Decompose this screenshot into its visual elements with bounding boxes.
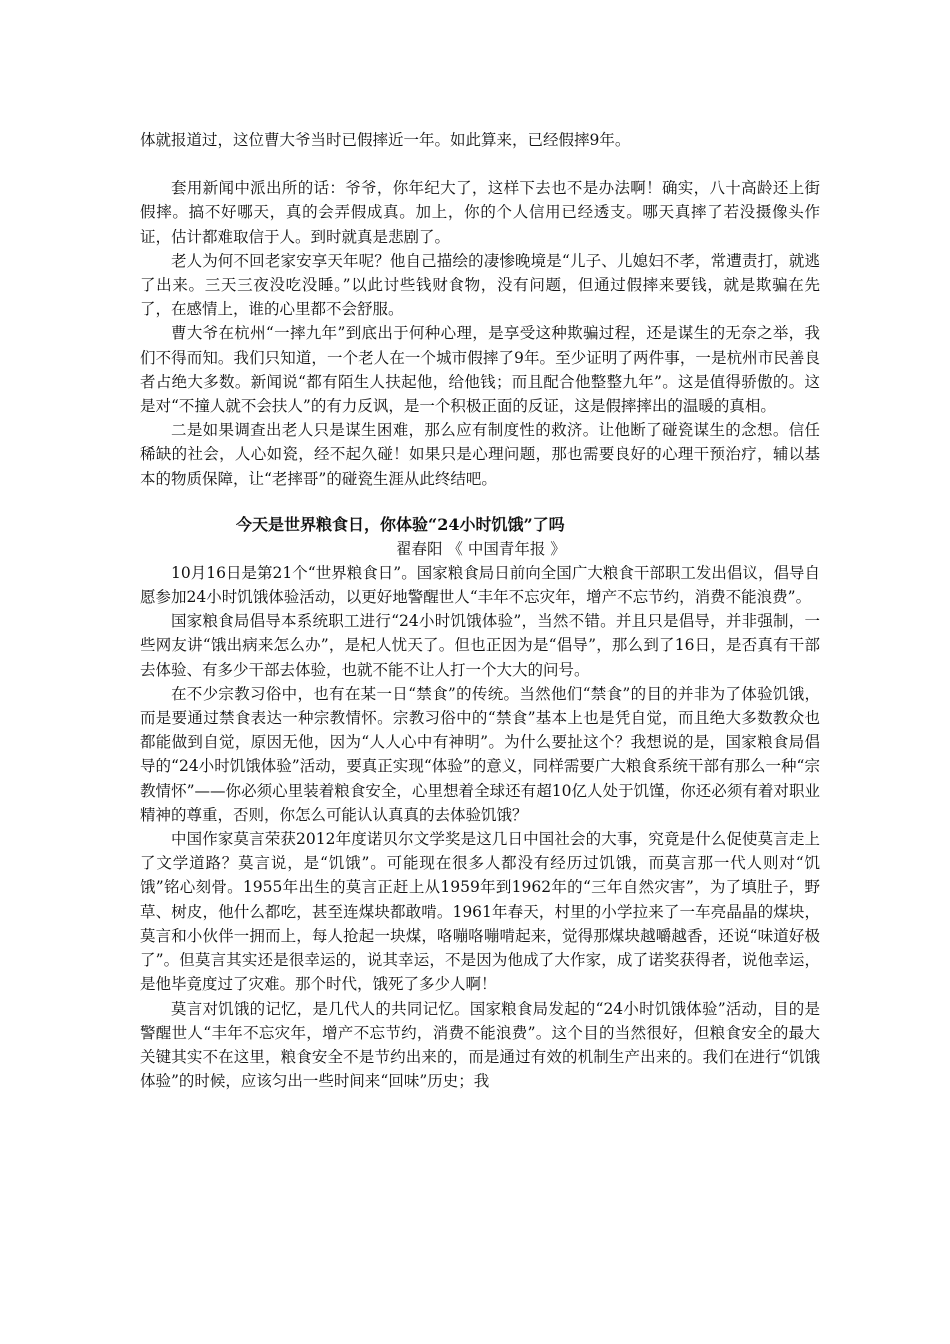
paragraph: 老人为何不回老家安享天年呢？他自己描绘的凄惨晚境是“儿子、儿媳妇不孝，常遭责打，就逃了出来。三天三夜没吃没睡。”以此讨些钱财食物，没有问题，但通过假摔来要钱，就是欺骗在先了，在感情上，谁的心里都不会舒服。 (140, 251, 820, 319)
paragraph-continuation: 体就报道过，这位曹大爷当时已假摔近一年。如此算来，已经假摔9年。 (140, 131, 631, 149)
paragraph: 二是如果调查出老人只是谋生困难，那么应有制度性的救济。让他断了碰瓷谋生的念想。信任稀缺的社会，人心如瓷，经不起久碰！如果只是心理问题，那也需要良好的心理干预治疗，辅以基本的物质保障，让“老摔哥”的碰瓷生涯从此终结吧。 (140, 421, 820, 488)
article-title: 今天是世界粮食日，你体验“24小时饥饿”了吗 (236, 514, 565, 534)
paragraph: 套用新闻中派出所的话：爷爷，你年纪大了，这样下去也不是办法啊！确实，八十高龄还上街假摔。搞不好哪天，真的会弄假成真。加上，你的个人信用已经透支。哪天真摔了若没摄像头作证，估计都难取信于人。到时就真是悲剧了。 (140, 179, 820, 246)
paragraph: 10月16日是第21个“世界粮食日”。国家粮食局日前向全国广大粮食干部职工发出倡议，倡导自愿参加24小时饥饿体验活动，以更好地警醒世人“丰年不忘灾年，增产不忘节约，消费不能浪费”。 (140, 563, 820, 607)
paragraph: 在不少宗教习俗中，也有在某一日“禁食”的传统。当然他们“禁食”的目的并非为了体验饥饿，而是要通过禁食表达一种宗教情怀。宗教习俗中的“禁食”基本上也是凭自觉，而且绝大多数教众也都能做到自觉，原因无他，因为“人人心中有神明”。为什么要扯这个？我想说的是，国家粮食局倡导的“24小时饥饿体验”活动，要真正实现“体验”的意义，同样需要广大粮食系统干部有那么一种“宗教情怀”——你必须心里装着粮食安全，心里想着全球还有超10亿人处于饥馑，你还必须有着对职业精神的尊重，否则，你怎么可能认认真真的去体验饥饿？ (140, 684, 820, 824)
paragraph: 中国作家莫言荣获2012年度诺贝尔文学奖是这几日中国社会的大事，究竟是什么促使莫言走上了文学道路？莫言说，是“饥饿”。可能现在很多人都没有经历过饥饿，而莫言那一代人则对“饥饿”铭心刻骨。1955年出生的莫言正赶上从1959年到1962年的“三年自然灾害”，为了填肚子，野草、树皮，他什么都吃，甚至连煤块都敢啃。1961年春天，村里的小学拉来了一车亮晶晶的煤块，莫言和小伙伴一拥而上，每人抢起一块煤，咯嘣咯嘣啃起来，觉得那煤块越嚼越香，还说“味道好极了”。但莫言其实还是很幸运的，说其幸运，不是因为他成了大作家，成了诺奖获得者，说他幸运，是他毕竟度过了灾难。那个时代，饿死了多少人啊！ (140, 830, 820, 994)
paragraph: 曹大爷在杭州“一摔九年”到底出于何种心理，是享受这种欺骗过程，还是谋生的无奈之举，我们不得而知。我们只知道，一个老人在一个城市假摔了9年。至少证明了两件事，一是杭州市民善良者占绝大多数。新闻说“都有陌生人扶起他，给他钱；而且配合他整整九年”。这是值得骄傲的。这是对“不撞人就不会扶人”的有力反讽，是一个积极正面的反证，这是假摔摔出的温暖的真相。 (140, 324, 820, 416)
paragraph: 莫言对饥饿的记忆，是几代人的共同记忆。国家粮食局发起的“24小时饥饿体验”活动，目的是警醒世人“丰年不忘灾年，增产不忘节约，消费不能浪费”。这个目的当然很好，但粮食安全的最大关键其实不在这里，粮食安全不是节约出来的，而是通过有效的机制生产出来的。我们在进行“饥饿体验”的时候，应该匀出一些时间来“回味”历史；我 (140, 999, 820, 1091)
paragraph: 国家粮食局倡导本系统职工进行“24小时饥饿体验”，当然不错。并且只是倡导，并非强制，一些网友讲“饿出病来怎么办”，是杞人忧天了。但也正因为是“倡导”，那么到了16日，是否真有干部去体验、有多少干部去体验，也就不能不让人打一个大大的问号。 (140, 612, 820, 679)
article-byline: 翟春阳 《 中国青年报 》 (396, 539, 566, 558)
document-page (140, 128, 820, 1093)
